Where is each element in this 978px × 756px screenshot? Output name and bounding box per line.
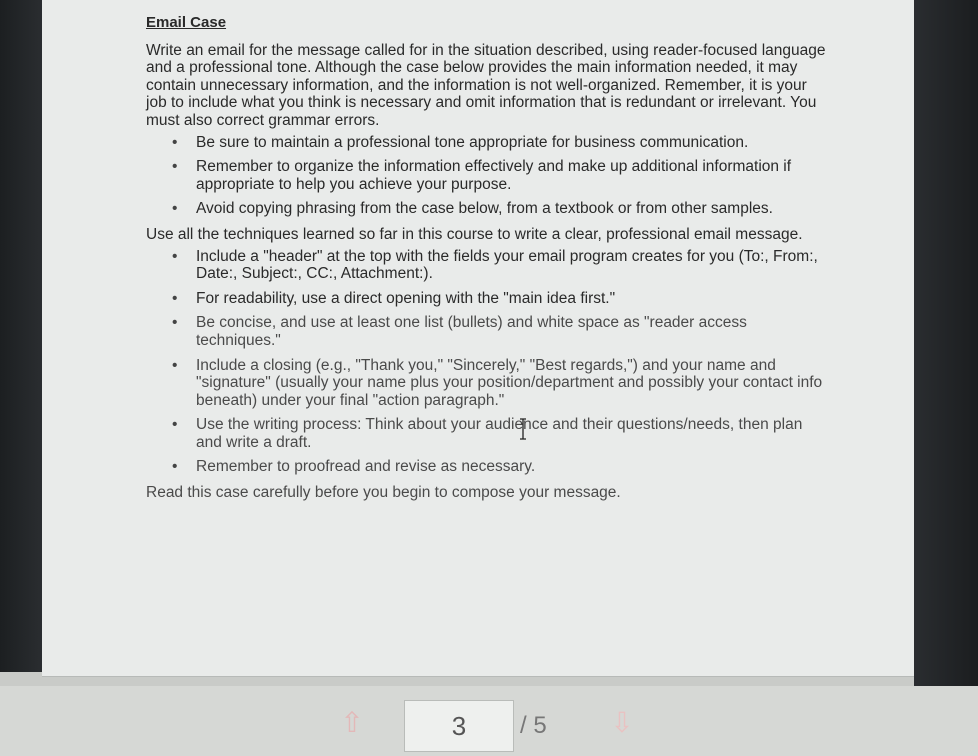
document-heading: Email Case [146,14,227,31]
closing-paragraph: Read this case carefully before you begin to compose your message. [146,484,621,502]
arrow-up-icon[interactable]: ⇧ [340,707,364,738]
page-number-input[interactable]: 3 [404,700,514,752]
list-item: • Include a "header" at the top with the fields your email program creates for you (To:, From:, Date:, Subject:, CC:, Attachment:). [196,248,826,283]
text-cursor-icon [520,418,526,440]
document-page [42,0,914,677]
techniques-list [146,248,826,477]
techniques-paragraph: Use all the techniques learned so far in this course to write a clear, professional email message. [146,225,803,243]
guidelines-list [146,134,826,218]
list-item: • Avoid copying phrasing from the case below, from a textbook or from other samples. [196,200,826,218]
monitor-bezel-left [0,0,42,672]
list-item: • Remember to organize the information effectively and make up additional information if appropriate to help you achieve your purpose. [196,158,826,193]
list-item: • Use the writing process: Think about your audience and their questions/needs, then plan and write a draft. [196,416,826,451]
list-item: • Be concise, and use at least one list (bullets) and white space as "reader access techniques." [196,314,826,349]
list-item: • Include a closing (e.g., "Thank you," "Sincerely," "Best regards,") and your name and "signature" (usually your name plus your position/department and possibly your contact info beneath) under your final "action paragraph." [196,357,826,410]
list-item: • Remember to proofread and revise as necessary. [196,458,826,476]
monitor-bezel-right [914,0,978,686]
page-total: / 5 [520,712,547,739]
arrow-down-icon[interactable]: ⇩ [610,707,634,738]
document-content [146,14,826,506]
intro-paragraph: Write an email for the message called for in the situation described, using reader-focused language and a professional tone. Although the case below provides the main information needed, it may contain unnecessary information, and the information is not well-organized. Remember, it is your job to include what you think is necessary and omit information that is redundant or irrelevant. You must also correct grammar errors. [146,41,826,129]
list-item: • Be sure to maintain a professional tone appropriate for business communication. [196,134,826,152]
list-item: • For readability, use a direct opening with the "main idea first." [196,290,826,308]
